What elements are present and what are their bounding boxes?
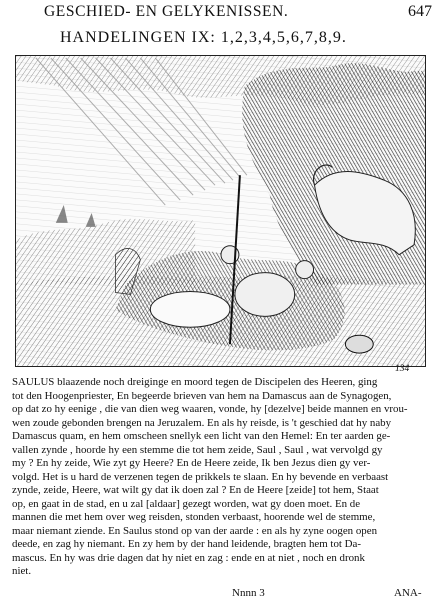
plate-number: 134 (395, 364, 410, 374)
printers-signature: Nnnn 3 (232, 587, 265, 599)
engraving-artwork (16, 56, 425, 366)
passage-line: wen zoude gebonden brengen na Jeruzalem. En als hy reisde, is 't geschied dat hy naby (12, 416, 392, 429)
passage-line: volgd. Het is u hard de verzenen tegen de prikkels te slaan. En hy bevende en verbaast (12, 470, 389, 483)
passage-line: mascus. En hy was drie dagen dat hy niet en zag : ende en at niet , noch en dronk (12, 551, 365, 564)
passage-line: Damascus quam, en hem omscheen snellyk een licht van den Hemel: En ter aarden ge- (12, 430, 391, 442)
passage-line: mannen die met hem over weg reisden, stonden verbaast, hoorende wel de stemme, (12, 511, 376, 523)
passage-line: op dat zo hy eenige , die van dien weg waaren, vonde, hy [dezelve] beide mannen en vrou- (12, 403, 408, 415)
passage-line: SAULUS blaazende noch dreiginge en moord tegen de Discipelen des Heeren, ging (12, 376, 378, 388)
passage-line: niet. (12, 565, 32, 577)
passage-line: maar niemant ziende. En Saulus stond op van der aarde : en als hy zyne oogen open (12, 524, 378, 537)
chapter-heading: HANDELINGEN IX: 1,2,3,4,5,6,7,8,9. (60, 29, 347, 46)
running-title: GESCHIED- EN GELYKENISSEN. (44, 3, 289, 20)
passage-line: deede, en zag hy niemant. En zy hem by der hand leidende, bragten hem tot Da- (12, 538, 361, 550)
catchword: ANA- (394, 587, 422, 599)
passage-line: tot den Hoogenpriester, En begeerde brieven van hem na Damascus aan de Synagogen, (12, 389, 392, 402)
passage-line: zynde, zeide, Heere, wat wilt gy dat ik doen zal ? En de Heere [zeide] tot hem, Staat (12, 484, 379, 496)
bible-passage (12, 376, 430, 579)
page-number: 647 (408, 3, 432, 20)
passage-line: op, en gaat in de stad, en u zal [aldaar] gezegt worden, wat gy doen moet. En de (12, 497, 361, 510)
conversion-of-saul-engraving (15, 55, 426, 367)
passage-line: my ? En hy zeide, Wie zyt gy Heere? En de Heere zeide, Ik ben Jezus dien gy ver- (12, 457, 371, 469)
passage-line: vallen zynde , hoorde hy een stemme die tot hem zeide, Saul , Saul , wat vervolgd gy (12, 443, 383, 456)
